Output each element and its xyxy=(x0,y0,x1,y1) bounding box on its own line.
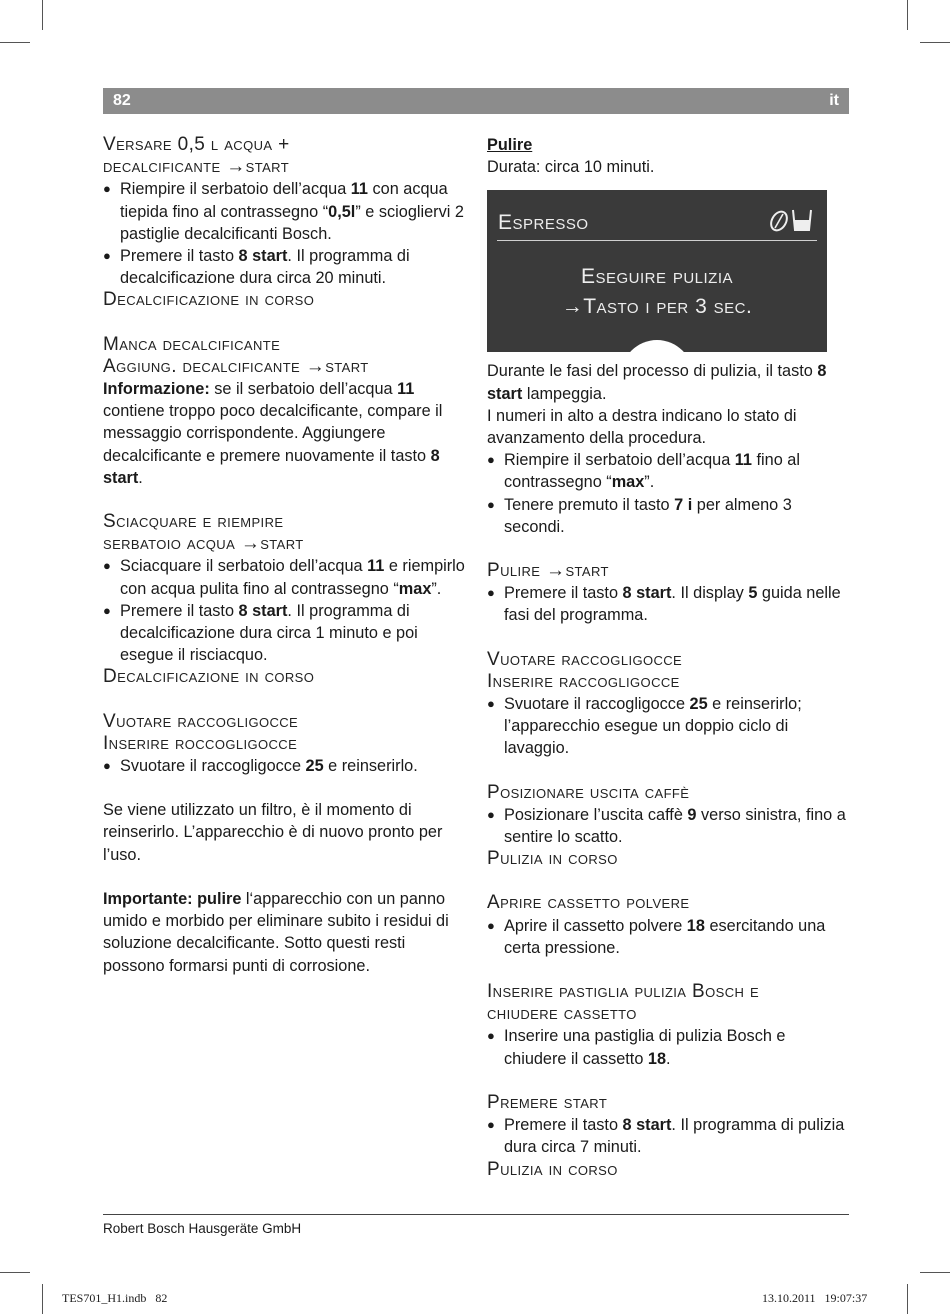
section-powder-drawer xyxy=(487,892,849,959)
footer-company: Robert Bosch Hausgeräte GmbH xyxy=(103,1221,302,1236)
section-title: serbatoio acqua →start xyxy=(103,533,304,555)
section-missing-descaler xyxy=(103,334,465,489)
intro-paragraph: Durante le fasi del processo di pulizia, il tasto 8 start lampeggia. xyxy=(487,362,827,403)
page-number: 82 xyxy=(113,92,131,109)
right-column xyxy=(487,134,849,1181)
section-title: chiudere cassetto xyxy=(487,1003,637,1025)
section-drip-tray xyxy=(487,649,849,760)
section-title: Sciacquare e riempire xyxy=(103,511,284,533)
footer-divider xyxy=(103,1214,849,1215)
section-heading: Pulire xyxy=(487,136,533,154)
display-divider xyxy=(497,240,817,241)
crop-mark xyxy=(907,0,908,30)
crop-mark xyxy=(0,1272,30,1273)
section-clean-start xyxy=(487,560,849,627)
crop-mark xyxy=(42,1284,43,1314)
left-column xyxy=(103,134,465,977)
section-title: Vuotare raccogligocce xyxy=(103,710,299,732)
list-item: ● Premere il tasto 8 start. Il programma di decalcificazione dura circa 20 minuti. xyxy=(103,245,465,289)
status-text: Decalcificazione in corso xyxy=(103,289,315,311)
section-title: Aprire cassetto polvere xyxy=(487,892,690,914)
crop-mark xyxy=(920,42,950,43)
section-title: Pulire →start xyxy=(487,560,609,582)
status-text: Decalcificazione in corso xyxy=(103,666,315,688)
display-message: →Tasto i per 3 sec. xyxy=(561,295,753,319)
section-title: Aggiung. decalcificante →start xyxy=(103,355,369,377)
section-drip-tray xyxy=(103,711,465,778)
list-item: ● Riempire il serbatoio dell’acqua 11 con acqua tiepida fino al contrassegno “0,5l” e sciogliervi 2 pastiglie decalcificanti Bosch. xyxy=(103,178,465,245)
display-title: Espresso xyxy=(498,211,589,235)
section-title: Vuotare raccogligocce xyxy=(487,648,683,670)
crop-mark xyxy=(42,0,43,30)
section-title: Inserire pastiglia pulizia Bosch e xyxy=(487,981,760,1003)
section-title: Inserire roccogligocce xyxy=(103,732,298,754)
list-item: ● Sciacquare il serbatoio dell’acqua 11 e riempirlo con acqua pulita fino al contrassegno “max”. xyxy=(103,555,465,599)
list-item: ● Premere il tasto 8 start. Il programma di pulizia dura circa 7 minuti. xyxy=(487,1114,849,1158)
section-coffee-outlet xyxy=(487,782,849,871)
display-message: Eseguire pulizia xyxy=(580,265,734,289)
status-text: Pulizia in corso xyxy=(487,848,618,870)
section-fill-descaler xyxy=(103,134,465,312)
status-text: Pulizia in corso xyxy=(487,1158,618,1180)
bean-cup-icon xyxy=(767,206,815,234)
section-title: Posizionare uscita caffè xyxy=(487,781,690,803)
section-title: Inserire raccogligocce xyxy=(487,670,680,692)
list-item: ● Tenere premuto il tasto 7 i per almeno 3 secondi. xyxy=(487,494,849,538)
list-item: ● Premere il tasto 8 start. Il programma di decalcificazione dura circa 1 minuto e poi esegue il risciacquo. xyxy=(103,600,465,667)
machine-display xyxy=(487,190,827,352)
section-press-start xyxy=(487,1092,849,1181)
filter-paragraph: Se viene utilizzato un filtro, è il momento di reinserirlo. L’apparecchio è di nuovo pronto per l’uso. xyxy=(103,801,443,864)
list-item: ● Aprire il cassetto polvere 18 esercitando una certa pressione. xyxy=(487,915,849,959)
print-slug-file: TES701_H1.indb 82 xyxy=(62,1291,168,1305)
info-paragraph: Informazione: se il serbatoio dell’acqua 11 contiene troppo poco decalcificante, compare il messaggio corrispondente. Aggiungere decalcificante e premere nuovamente il tasto 8 start. xyxy=(103,380,443,487)
page-header xyxy=(103,88,849,114)
crop-mark xyxy=(907,1284,908,1314)
list-item: ● Svuotare il raccogligocce 25 e reinserirlo; l’apparecchio esegue un doppio ciclo di lavaggio. xyxy=(487,693,849,760)
section-title: decalcificante →start xyxy=(103,156,290,178)
section-title: Premere start xyxy=(487,1091,608,1113)
section-rinse-tank xyxy=(103,511,465,689)
list-item: ● Posizionare l’uscita caffè 9 verso sinistra, fino a sentire lo scatto. xyxy=(487,804,849,848)
section-cleaning-tablet xyxy=(487,981,849,1070)
intro-paragraph: I numeri in alto a destra indicano lo stato di avanzamento della procedura. xyxy=(487,406,797,448)
section-title: Manca decalcificante xyxy=(103,333,281,355)
important-paragraph: Importante: pulire l‘apparecchio con un panno umido e morbido per eliminare subito i residui di soluzione decalcificante. Sotto questi resti possono formarsi punti di corrosione. xyxy=(103,889,449,975)
print-slug-date: 13.10.2011 19:07:37 xyxy=(762,1291,868,1305)
language-code: it xyxy=(829,92,839,109)
list-item: ● Riempire il serbatoio dell’acqua 11 fino al contrassegno “max”. xyxy=(487,449,849,493)
list-item: ● Inserire una pastiglia di pulizia Bosch e chiudere il cassetto 18. xyxy=(487,1025,849,1069)
list-item: ● Svuotare il raccogligocce 25 e reinserirlo. xyxy=(103,755,465,777)
display-notch xyxy=(621,340,693,352)
section-title: Versare 0,5 l acqua + xyxy=(103,134,290,155)
crop-mark xyxy=(0,42,30,43)
list-item: ● Premere il tasto 8 start. Il display 5 guida nelle fasi del programma. xyxy=(487,582,849,626)
duration-text: Durata: circa 10 minuti. xyxy=(487,158,655,177)
crop-mark xyxy=(920,1272,950,1273)
